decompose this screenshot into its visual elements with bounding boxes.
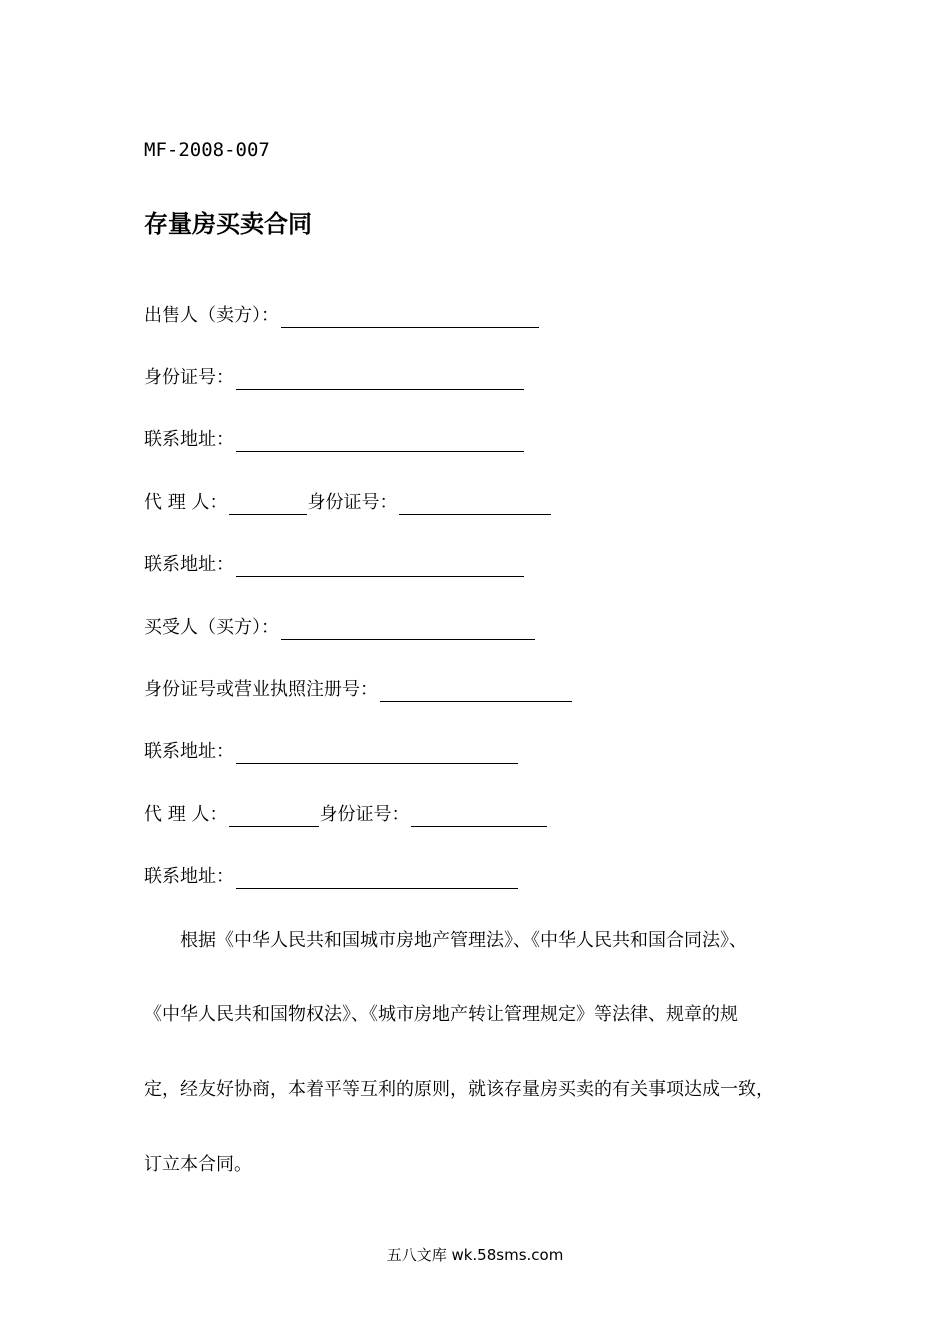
footer-watermark: 五八文库 wk.58sms.com (386, 1246, 564, 1264)
seller-agent-label: 代 理 人： (144, 492, 228, 513)
buyer-agent-blank[interactable] (229, 806, 319, 827)
seller-label: 出售人（卖方）： (144, 305, 279, 326)
buyer-id-label: 身份证号或营业执照注册号： (144, 679, 378, 700)
page-title: 存量房买卖合同 (144, 210, 312, 238)
seller-address-field (144, 428, 524, 452)
preamble-line-3: 定，经友好协商，本着平等互利的原则，就该存量房买卖的有关事项达成一致， (144, 1079, 774, 1100)
seller-id-blank[interactable] (236, 369, 524, 390)
seller-agent-blank[interactable] (229, 494, 307, 515)
buyer-agent-label: 代 理 人： (144, 804, 228, 825)
buyer-agent-id-label: 身份证号： (319, 804, 410, 825)
document-code: MF-2008-007 (144, 139, 270, 161)
buyer-id-blank[interactable] (380, 681, 572, 702)
buyer-field (144, 616, 535, 640)
seller-blank[interactable] (281, 307, 539, 328)
seller-id-field (144, 366, 524, 390)
buyer-address-blank[interactable] (236, 743, 518, 764)
seller-agent-id-label: 身份证号： (307, 492, 398, 513)
buyer-blank[interactable] (281, 619, 535, 640)
buyer-label: 买受人（买方）： (144, 617, 279, 638)
buyer-agent-field (144, 803, 547, 827)
preamble-line-1: 根据《中华人民共和国城市房地产管理法》、《中华人民共和国合同法》、 (180, 930, 747, 951)
seller-agent-address-field (144, 553, 524, 577)
seller-field (144, 304, 539, 328)
seller-agent-address-blank[interactable] (236, 556, 524, 577)
buyer-agent-address-label: 联系地址： (144, 866, 234, 887)
preamble-line-2: 《中华人民共和国物权法》、《城市房地产转让管理规定》等法律、规章的规 (144, 1004, 738, 1025)
seller-address-blank[interactable] (236, 431, 524, 452)
seller-agent-field (144, 491, 551, 515)
buyer-agent-address-field (144, 865, 518, 889)
seller-address-label: 联系地址： (144, 429, 234, 450)
buyer-agent-id-blank[interactable] (411, 806, 547, 827)
seller-agent-address-label: 联系地址： (144, 554, 234, 575)
seller-id-label: 身份证号： (144, 367, 234, 388)
buyer-agent-address-blank[interactable] (236, 868, 518, 889)
buyer-address-label: 联系地址： (144, 741, 234, 762)
seller-agent-id-blank[interactable] (399, 494, 551, 515)
buyer-address-field (144, 740, 518, 764)
preamble-line-4: 订立本合同。 (144, 1154, 252, 1175)
buyer-id-field (144, 678, 572, 702)
